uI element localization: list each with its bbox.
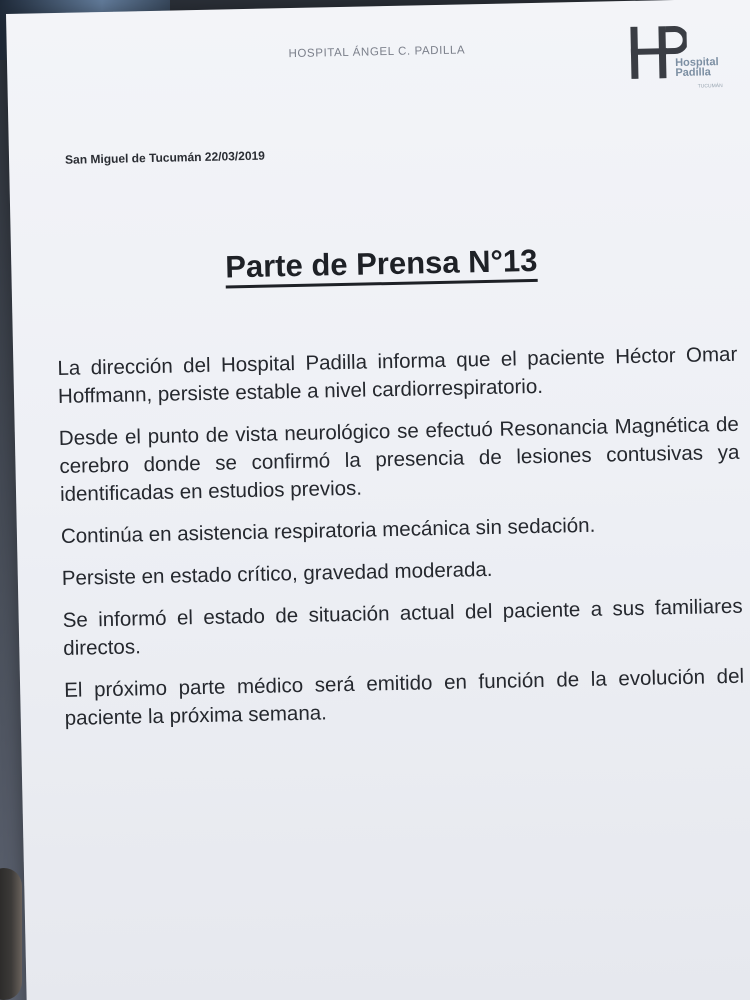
press-release-sheet [6, 0, 750, 1000]
logo-line1: Hospital [675, 56, 719, 69]
paragraph-1: La dirección del Hospital Padilla informa que el paciente Héctor Omar Hoffmann, persiste estable a nivel cardiorrespiratorio. [57, 342, 738, 408]
title-text: Parte de Prensa N°13 [225, 243, 538, 289]
logo-line2: Padilla [675, 66, 711, 79]
hospital-logo [624, 19, 746, 101]
press-release-body [57, 341, 745, 747]
paragraph-2: Desde el punto de vista neurológico se efectuó Resonancia Magnética de cerebro donde se confirmó la presencia de lesiones contusivas ya identificadas en estudios previos. [58, 412, 740, 506]
page-title [11, 238, 750, 289]
logo-wordmark [675, 57, 719, 78]
paragraph-3: Continúa en asistencia respiratoria mecánica sin sedación. [60, 513, 596, 548]
thumb-in-photo [0, 868, 22, 1000]
paragraph-6: El próximo parte médico será emitido en función de la evolución del paciente la próxima semana. [63, 664, 745, 730]
paragraph-4: Persiste en estado crítico, gravedad moderada. [61, 557, 493, 590]
paragraph-5: Se informó el estado de situación actual del paciente a sus familiares directos. [62, 594, 743, 660]
hospital-header: HOSPITAL ÁNGEL C. PADILLA [288, 44, 466, 61]
logo-subtext: TUCUMÁN [697, 83, 723, 90]
date-line: San Miguel de Tucumán 22/03/2019 [64, 148, 266, 167]
